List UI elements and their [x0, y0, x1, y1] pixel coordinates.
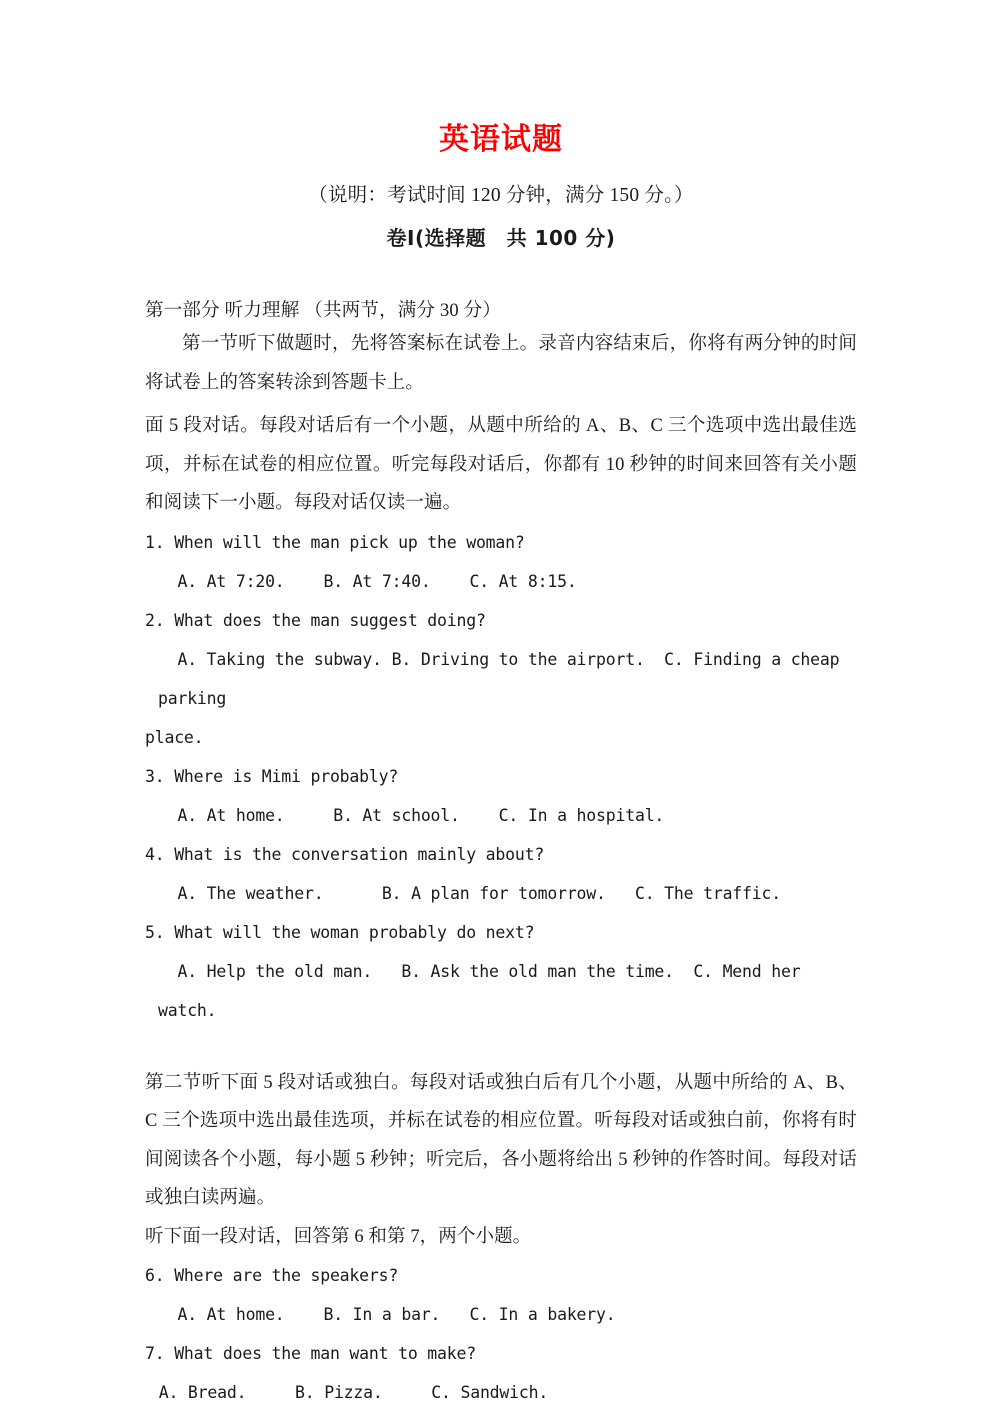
question-stem: 5. What will the woman probably do next?: [145, 922, 535, 942]
section-two-direction-paragraph: 听下面一段对话，回答第 6 和第 7，两个小题。: [145, 1226, 532, 1247]
question-stem: 4. What is the conversation mainly about?: [145, 844, 545, 864]
listening-question-6: [145, 1256, 857, 1334]
question-stem: 2. What does the man suggest doing?: [145, 610, 486, 630]
page-title: 英语试题: [439, 122, 563, 157]
listening-question-3: [145, 757, 857, 835]
listening-question-4: [145, 835, 857, 913]
question-options: A. At 7:20. B. At 7:40. C. At 8:15.: [158, 571, 577, 591]
question-stem: 3. Where is Mimi probably?: [145, 766, 399, 786]
paper-section-banner: 卷Ⅰ(选择题 共 100 分): [386, 226, 616, 251]
question-stem: 6. Where are the speakers?: [145, 1266, 399, 1286]
question-options: A. Help the old man. B. Ask the old man the time. C. Mend her watch.: [158, 961, 811, 1020]
question-stem: 7. What does the man want to make?: [145, 1344, 476, 1364]
document-content: [145, 0, 857, 1412]
question-options: A. Taking the subway. B. Driving to the airport. C. Finding a cheap parking: [158, 649, 850, 708]
listening-question-1: [145, 523, 857, 601]
question-options-continuation: place.: [145, 727, 204, 747]
part-one-heading: 第一部分 听力理解 （共两节，满分 30 分）: [145, 301, 502, 322]
listening-question-7: [145, 1334, 857, 1412]
listening-question-5: [145, 913, 857, 1030]
section-one-rules-paragraph: 面 5 段对话。每段对话后有一个小题，从题中所给的 A、B、C 三个选项中选出最佳选项，并标在试卷的相应位置。听完每段对话后，你都有 10 秒钟的时间来回答有关小题和阅读下一小题。每段对话仅读一遍。: [145, 416, 857, 514]
question-options: A. At home. B. At school. C. In a hospital.: [158, 805, 665, 825]
exam-instruction-note: （说明：考试时间 120 分钟，满分 150 分。）: [308, 185, 694, 206]
question-options: A. The weather. B. A plan for tomorrow. C. The traffic.: [158, 883, 781, 903]
section-spacer: [145, 1030, 857, 1064]
section-two-rules-paragraph: 第二节听下面 5 段对话或独白。每段对话或独白后有几个小题，从题中所给的 A、B、C 三个选项中选出最佳选项，并标在试卷的相应位置。听每段对话或独白前，你将有时间阅读各个小题，每小题 5 秒钟；听完后，各小题将给出 5 秒钟的作答时间。每段对话或独白读两遍。: [145, 1072, 857, 1209]
listening-question-2: [145, 601, 857, 757]
question-stem: 1. When will the man pick up the woman?: [145, 532, 525, 552]
question-options: A. Bread. B. Pizza. C. Sandwich.: [149, 1383, 549, 1403]
question-options: A. At home. B. In a bar. C. In a bakery.: [158, 1305, 616, 1325]
section-one-intro-paragraph: 第一节听下做题时，先将答案标在试卷上。录音内容结束后，你将有两分钟的时间将试卷上的答案转涂到答题卡上。: [145, 334, 857, 393]
